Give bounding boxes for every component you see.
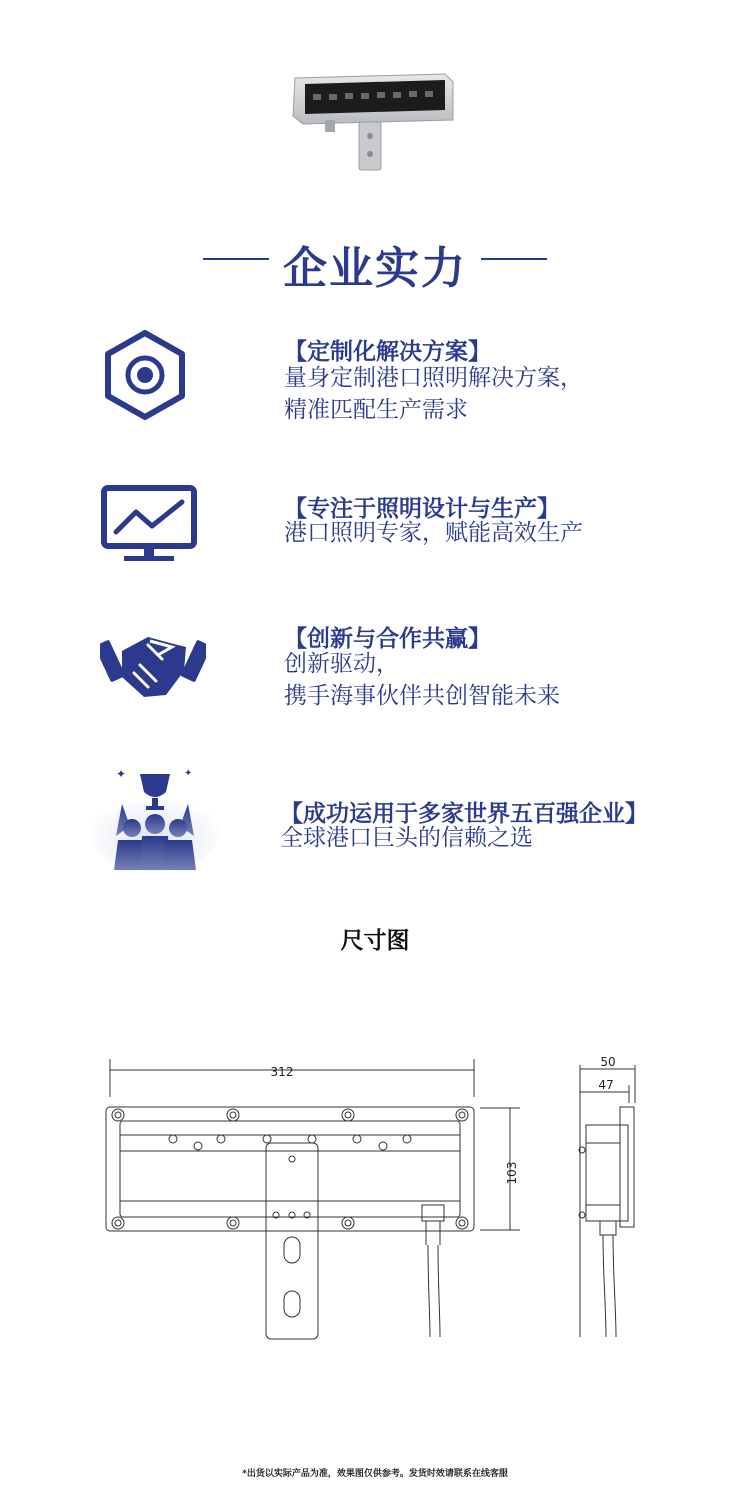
heading-left-line xyxy=(203,258,269,260)
product-image xyxy=(285,70,455,180)
feature-title-custom: 【定制化解决方案】 xyxy=(284,339,491,365)
handshake-icon xyxy=(100,625,206,705)
feature-title-fortune500: 【成功运用于多家世界五百强企业】 xyxy=(280,801,648,827)
feature-text-custom-2: 精准匹配生产需求 xyxy=(284,397,468,423)
feature-text-fortune500-1: 全球港口巨头的信赖之选 xyxy=(280,825,533,851)
feature-text-innovation-1: 创新驱动， xyxy=(284,651,399,677)
trophy-team-icon xyxy=(88,766,223,871)
height-label: 103 xyxy=(505,1161,519,1185)
section-title: 企业实力 xyxy=(283,243,467,294)
depth-body-label: 47 xyxy=(598,1078,614,1092)
feature-text-custom-1: 量身定制港口照明解决方案， xyxy=(284,365,583,391)
feature-text-innovation-2: 携手海事伙伴共创智能未来 xyxy=(284,683,560,709)
dimension-drawing xyxy=(100,1055,660,1350)
heading-right-line xyxy=(481,258,547,260)
svg-text:✦: ✦ xyxy=(116,767,127,781)
depth-total-label: 50 xyxy=(600,1055,616,1069)
svg-text:✦: ✦ xyxy=(184,768,193,779)
monitor-chart-icon xyxy=(100,484,198,564)
gear-hexagon-icon xyxy=(104,330,186,420)
footer-disclaimer: *出货以实际产品为准，效果图仅供参考。发货时效请联系在线客服 xyxy=(242,1469,508,1479)
feature-title-innovation: 【创新与合作共赢】 xyxy=(284,626,491,652)
dimension-drawing-title: 尺寸图 xyxy=(340,928,410,954)
feature-text-design-1: 港口照明专家，赋能高效生产 xyxy=(284,520,583,546)
feature-title-design: 【专注于照明设计与生产】 xyxy=(284,496,560,522)
length-label: 312 xyxy=(270,1065,294,1079)
